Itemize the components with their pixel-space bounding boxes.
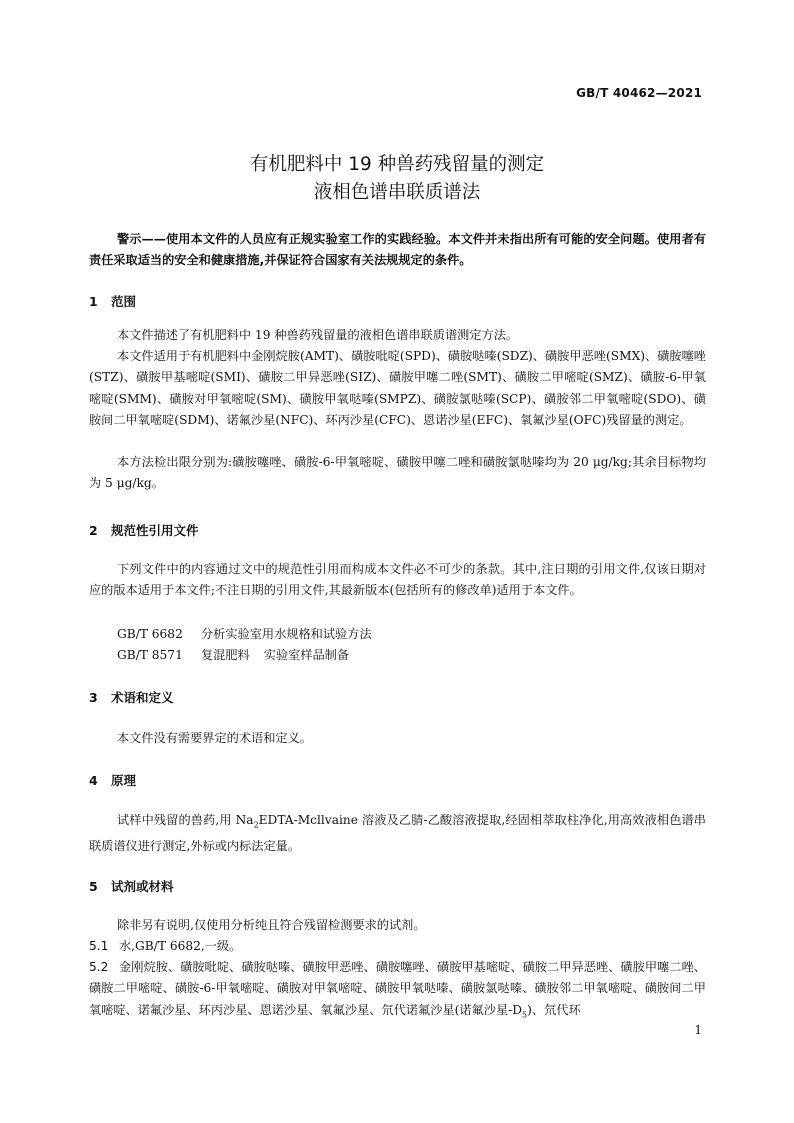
section-title: 规范性引用文件	[111, 523, 199, 538]
item-text: 水,GB/T 6682,一级。	[119, 939, 242, 953]
reference-code: GB/T 6682	[117, 627, 183, 641]
scope-paragraph-2: 本文件适用于有机肥料中金刚烷胺(AMT)、磺胺吡啶(SPD)、磺胺哒嗪(SDZ)、磺胺甲恶唑(SMX)、磺胺噻唑(STZ)、磺胺甲基嘧啶(SMI)、磺胺二甲异恶唑(SIZ)、磺胺甲噻二唑(SMT)、磺胺二甲嘧啶(SMZ)、磺胺-6-甲氧嘧啶(SMM)、磺胺对甲氧嘧啶(SM)、磺胺甲氧哒嗪(SMPZ)、磺胺氯哒嗪(SCP)、磺胺邻二甲氧嘧啶(SDO)、磺胺间二甲氧嘧啶(SDM)、诺氟沙星(NFC)、环丙沙星(CFC)、恩诺沙星(EFC)、氧氟沙星(OFC)残留量的测定。	[89, 349, 706, 427]
scope-paragraph-3: 本方法检出限分别为:磺胺噻唑、磺胺-6-甲氧嘧啶、磺胺甲噻二唑和磺胺氯哒嗪均为 20 μg/kg;其余目标物均为 5 μg/kg。	[89, 455, 706, 491]
reference-title: 分析实验室用水规格和试验方法	[201, 627, 372, 641]
section-3-heading	[89, 688, 174, 706]
reference-title-part-2: 实验室样品制备	[263, 648, 350, 662]
section-title: 试剂或材料	[111, 879, 174, 894]
section-title: 术语和定义	[111, 690, 174, 705]
subscript: 5	[522, 1010, 528, 1020]
section-number: 2	[89, 523, 98, 538]
item-text: 金刚烷胺、磺胺吡啶、磺胺哒嗪、磺胺甲恶唑、磺胺噻唑、磺胺甲基嘧啶、磺胺二甲异恶唑、磺胺甲噻二唑、磺胺二甲嘧啶、磺胺-6-甲氧嘧啶、磺胺对甲氧嘧啶、磺胺甲氧哒嗪、磺胺氯哒嗪、磺胺邻二甲氧嘧啶、磺胺间二甲氧嘧啶、诺氟沙星、环丙沙星、恩诺沙星、氧氟沙星、氘代诺氟沙星(诺氟沙星-D	[89, 960, 706, 1017]
reference-code: GB/T 8571	[117, 648, 183, 662]
reagents-paragraph: 除非另有说明,仅使用分析纯且符合残留检测要求的试剂。	[117, 918, 426, 932]
item-text-tail: )、氘代环	[527, 1002, 581, 1017]
standard-code: GB/T 40462—2021	[576, 86, 702, 100]
reference-item	[117, 625, 372, 642]
reference-item	[117, 646, 349, 663]
reagent-item-5-1	[89, 936, 706, 957]
section-number: 4	[89, 773, 98, 788]
section-2-heading	[89, 521, 199, 539]
safety-warning: 警示——使用本文件的人员应有正规实验室工作的实践经验。本文件并未指出所有可能的安全问题。使用者有责任采取适当的安全和健康措施,并保证符合国家有关法规规定的条件。	[89, 232, 706, 267]
section-title: 原理	[111, 773, 137, 788]
normative-references-paragraph: 下列文件中的内容通过文中的规范性引用而构成本文件必不可少的条款。其中,注日期的引用文件,仅该日期对应的版本适用于本文件;不注日期的引用文件,其最新版本(包括所有的修改单)适用于本文件。	[89, 562, 706, 598]
reagent-item-5-2	[89, 957, 706, 1025]
principle-text-start: 试样中残留的兽药,用 Na	[117, 813, 254, 827]
principle-text-end: EDTA-Mcllvaine 溶液及乙腈-乙酸溶液提取,经固相萃取柱净化,用高效液相色谱串联质谱仪进行测定,外标或内标法定量。	[89, 813, 706, 853]
scope-paragraph-1: 本文件描述了有机肥料中 19 种兽药残留量的液相色谱串联质谱测定方法。	[117, 328, 519, 342]
item-number: 5.1	[89, 939, 109, 953]
section-number: 5	[89, 879, 98, 894]
document-title-line1: 有机肥料中 19 种兽药残留量的测定	[249, 154, 545, 175]
principle-paragraph	[89, 810, 706, 857]
section-title: 范围	[111, 294, 137, 309]
section-5-heading	[89, 877, 174, 895]
section-1-heading	[89, 292, 136, 310]
section-number: 3	[89, 690, 98, 705]
terms-paragraph: 本文件没有需要界定的术语和定义。	[117, 731, 312, 745]
section-number: 1	[89, 294, 98, 309]
reference-title: 复混肥料	[201, 648, 250, 662]
document-title-line2: 液相色谱串联质谱法	[313, 182, 481, 203]
section-4-heading	[89, 771, 136, 789]
item-number: 5.2	[89, 960, 109, 974]
subscript: 2	[253, 820, 259, 830]
page-number: 1	[694, 1023, 702, 1037]
